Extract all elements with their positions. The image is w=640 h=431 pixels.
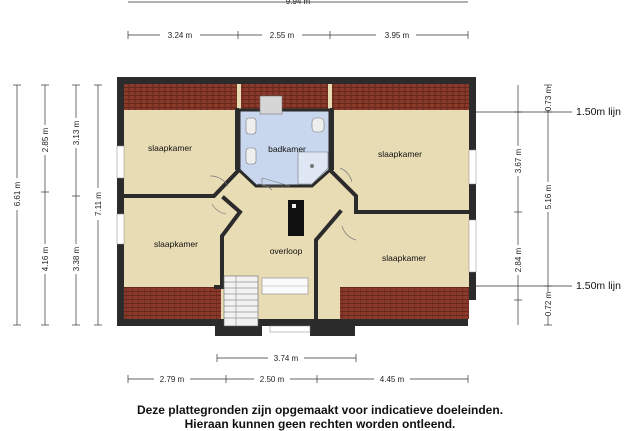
dim-top-2: 2.55 m [269, 31, 295, 40]
dim-left-1: 6.61 m [13, 181, 22, 207]
dim-bottom-3: 4.45 m [379, 375, 405, 384]
dim-bottom-2: 2.50 m [259, 375, 285, 384]
dim-right-5: 0.72 m [544, 291, 553, 317]
lijn-upper-label: 1.50m lijn [576, 106, 621, 118]
disclaimer-line-2: Hieraan kunnen geen rechten worden ontleend. [184, 417, 456, 431]
room-label-bottom-left: slaapkamer [154, 239, 198, 249]
room-label-bottom-right: slaapkamer [382, 253, 426, 263]
lijn-lower-label: 1.50m lijn [576, 280, 621, 292]
dim-left-2: 2.85 m [41, 127, 50, 153]
dim-right-2: 2.84 m [514, 247, 523, 273]
dim-left-6: 7.11 m [94, 192, 103, 216]
room-label-top-left: slaapkamer [148, 143, 192, 153]
dim-top-3: 3.95 m [384, 31, 410, 40]
room-label-bathroom: badkamer [268, 144, 306, 154]
disclaimer-line-1: Deze plattegronden zijn opgemaakt voor indicatieve doeleinden. [136, 403, 504, 417]
building [117, 77, 476, 336]
dim-bottom-1: 2.79 m [159, 375, 185, 384]
dim-bottom-inner: 3.74 m [273, 354, 299, 363]
left-dimensions [13, 85, 102, 325]
dim-left-4: 3.13 m [72, 120, 81, 146]
room-label-top-right: slaapkamer [378, 149, 422, 159]
dim-top-total: 9.94 m [285, 0, 311, 6]
dim-right-4: 5.16 m [544, 184, 553, 210]
dim-left-5: 3.38 m [72, 246, 81, 272]
dim-right-3: 0.73 m [544, 86, 553, 112]
room-label-landing: overloop [269, 246, 303, 256]
dim-left-3: 4.16 m [41, 246, 50, 272]
staircase [224, 276, 258, 326]
dim-top-1: 3.24 m [167, 31, 193, 40]
dim-right-1: 3.67 m [514, 148, 523, 174]
